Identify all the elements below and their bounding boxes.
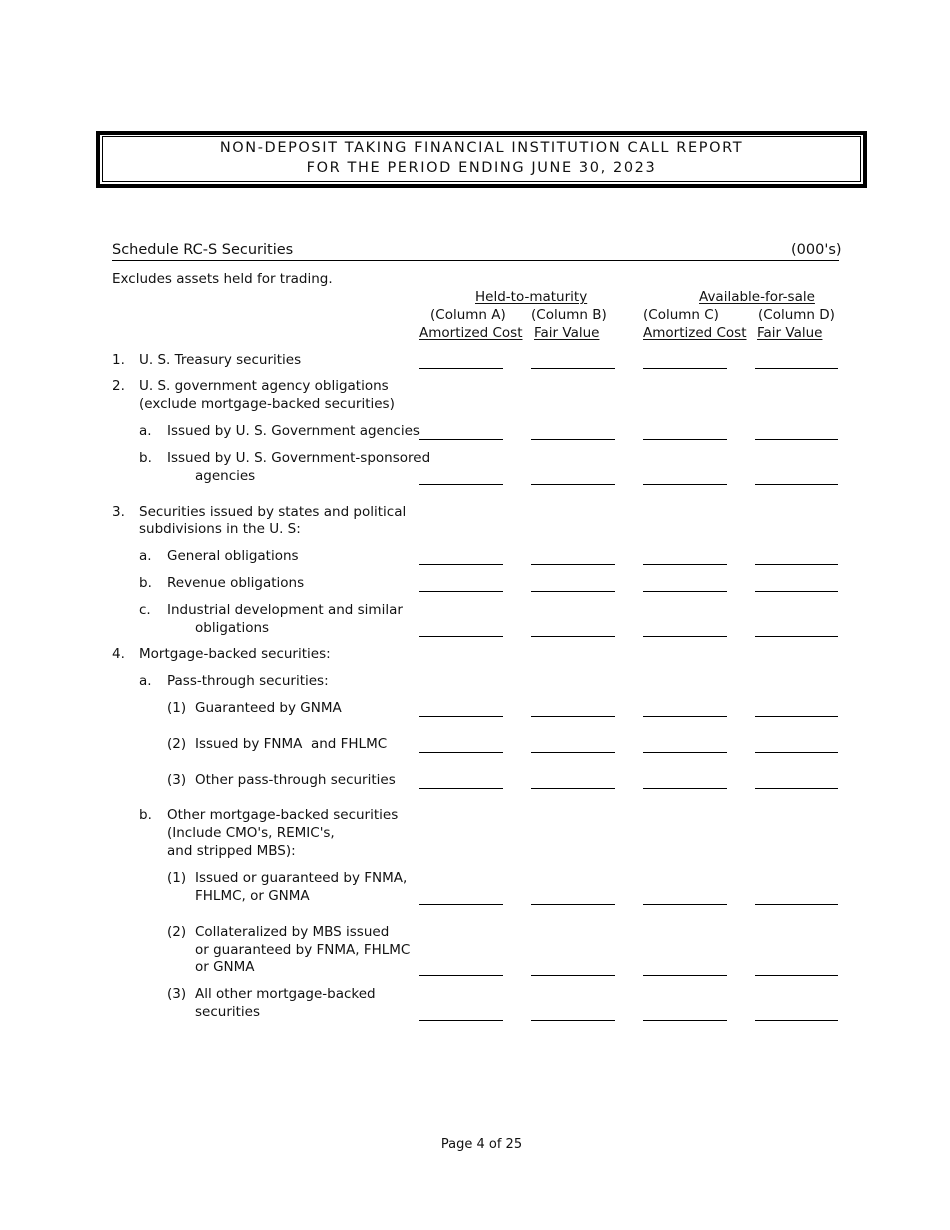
- field-col-a[interactable]: [419, 788, 503, 789]
- field-col-d[interactable]: [755, 716, 838, 717]
- item-label: Other mortgage-backed securities: [167, 807, 399, 823]
- item-label: Issued by U. S. Government-sponsored: [167, 450, 431, 466]
- item-label: Issued or guaranteed by FNMA,: [195, 870, 408, 886]
- schedule-title: Schedule RC-S Securities: [112, 242, 294, 258]
- field-col-b[interactable]: [531, 752, 615, 753]
- item-label: Issued by FNMA and FHLMC: [195, 736, 388, 752]
- field-col-d[interactable]: [755, 636, 838, 637]
- item-label-cont: and stripped MBS):: [167, 843, 296, 859]
- column-b-label: (Column B): [531, 307, 607, 323]
- field-col-c[interactable]: [643, 752, 727, 753]
- field-col-b[interactable]: [531, 904, 615, 905]
- field-col-a[interactable]: [419, 975, 503, 976]
- item-label-cont: obligations: [195, 620, 270, 636]
- field-col-c[interactable]: [643, 564, 727, 565]
- field-col-b[interactable]: [531, 439, 615, 440]
- field-col-c[interactable]: [643, 904, 727, 905]
- item-number: a.: [139, 423, 152, 439]
- column-c-heading: Amortized Cost: [643, 325, 747, 341]
- field-col-a[interactable]: [419, 368, 503, 369]
- field-col-c[interactable]: [643, 368, 727, 369]
- units-label: (000's): [791, 242, 842, 258]
- field-col-a[interactable]: [419, 904, 503, 905]
- column-a-label: (Column A): [430, 307, 506, 323]
- item-label: Other pass-through securities: [195, 772, 396, 788]
- field-col-a[interactable]: [419, 439, 503, 440]
- item-label: All other mortgage-backed: [195, 986, 376, 1002]
- field-col-d[interactable]: [755, 752, 838, 753]
- field-col-a[interactable]: [419, 564, 503, 565]
- field-col-b[interactable]: [531, 716, 615, 717]
- item-number: c.: [139, 602, 151, 618]
- item-label: Securities issued by states and political: [139, 504, 407, 520]
- item-number: b.: [139, 807, 152, 823]
- item-label-cont: agencies: [195, 468, 256, 484]
- item-label-cont: (exclude mortgage-backed securities): [139, 396, 395, 412]
- field-col-b[interactable]: [531, 975, 615, 976]
- item-number: (2): [167, 736, 187, 752]
- item-number: 3.: [112, 504, 125, 520]
- field-col-c[interactable]: [643, 788, 727, 789]
- field-col-d[interactable]: [755, 564, 838, 565]
- field-col-a[interactable]: [419, 591, 503, 592]
- field-col-a[interactable]: [419, 716, 503, 717]
- field-col-d[interactable]: [755, 439, 838, 440]
- field-col-d[interactable]: [755, 368, 838, 369]
- group-available-for-sale: Available-for-sale: [699, 289, 815, 305]
- item-number: (1): [167, 700, 187, 716]
- field-col-d[interactable]: [755, 975, 838, 976]
- field-col-c[interactable]: [643, 439, 727, 440]
- field-col-d[interactable]: [755, 591, 838, 592]
- item-label-cont: securities: [195, 1004, 261, 1020]
- field-col-a[interactable]: [419, 1020, 503, 1021]
- item-label: U. S. government agency obligations: [139, 378, 389, 394]
- field-col-d[interactable]: [755, 904, 838, 905]
- field-col-c[interactable]: [643, 636, 727, 637]
- item-number: (3): [167, 772, 187, 788]
- item-label: Revenue obligations: [167, 575, 305, 591]
- item-label: General obligations: [167, 548, 299, 564]
- schedule-rule: [112, 260, 839, 261]
- item-number: 4.: [112, 646, 125, 662]
- item-label: Pass-through securities:: [167, 673, 329, 689]
- column-d-heading: Fair Value: [757, 325, 823, 341]
- item-label-cont: (Include CMO's, REMIC's,: [167, 825, 335, 841]
- item-label: Mortgage-backed securities:: [139, 646, 331, 662]
- field-col-d[interactable]: [755, 1020, 838, 1021]
- field-col-b[interactable]: [531, 636, 615, 637]
- item-number: a.: [139, 673, 152, 689]
- item-number: a.: [139, 548, 152, 564]
- item-label-cont: or guaranteed by FNMA, FHLMC: [195, 942, 411, 958]
- item-number: (3): [167, 986, 187, 1002]
- field-col-b[interactable]: [531, 484, 615, 485]
- field-col-d[interactable]: [755, 484, 838, 485]
- group-held-to-maturity: Held-to-maturity: [475, 289, 588, 305]
- item-label: Issued by U. S. Government agencies: [167, 423, 420, 439]
- item-number: b.: [139, 575, 152, 591]
- field-col-c[interactable]: [643, 716, 727, 717]
- field-col-d[interactable]: [755, 788, 838, 789]
- item-label: Industrial development and similar: [167, 602, 403, 618]
- field-col-b[interactable]: [531, 591, 615, 592]
- field-col-c[interactable]: [643, 591, 727, 592]
- field-col-a[interactable]: [419, 752, 503, 753]
- column-b-heading: Fair Value: [534, 325, 600, 341]
- item-label: Collateralized by MBS issued: [195, 924, 390, 940]
- field-col-c[interactable]: [643, 975, 727, 976]
- field-col-b[interactable]: [531, 1020, 615, 1021]
- field-col-b[interactable]: [531, 788, 615, 789]
- column-d-label: (Column D): [758, 307, 835, 323]
- item-label: U. S. Treasury securities: [139, 352, 302, 368]
- schedule-note: Excludes assets held for trading.: [112, 271, 333, 287]
- item-label-cont: FHLMC, or GNMA: [195, 888, 310, 904]
- item-number: (2): [167, 924, 187, 940]
- column-a-heading: Amortized Cost: [419, 325, 523, 341]
- item-number: b.: [139, 450, 152, 466]
- item-number: (1): [167, 870, 187, 886]
- page-number: Page 4 of 25: [440, 1137, 523, 1152]
- item-label-cont: subdivisions in the U. S:: [139, 521, 301, 537]
- field-col-c[interactable]: [643, 484, 727, 485]
- field-col-a[interactable]: [419, 484, 503, 485]
- item-label: Guaranteed by GNMA: [195, 700, 342, 716]
- field-col-c[interactable]: [643, 1020, 727, 1021]
- report-period: FOR THE PERIOD ENDING JUNE 30, 2023: [306, 160, 657, 176]
- field-col-b[interactable]: [531, 564, 615, 565]
- item-number: 2.: [112, 378, 125, 394]
- item-label-cont: or GNMA: [195, 959, 255, 975]
- item-number: 1.: [112, 352, 125, 368]
- report-title: NON-DEPOSIT TAKING FINANCIAL INSTITUTION CALL REPORT: [219, 140, 744, 156]
- field-col-a[interactable]: [419, 636, 503, 637]
- column-c-label: (Column C): [643, 307, 719, 323]
- field-col-b[interactable]: [531, 368, 615, 369]
